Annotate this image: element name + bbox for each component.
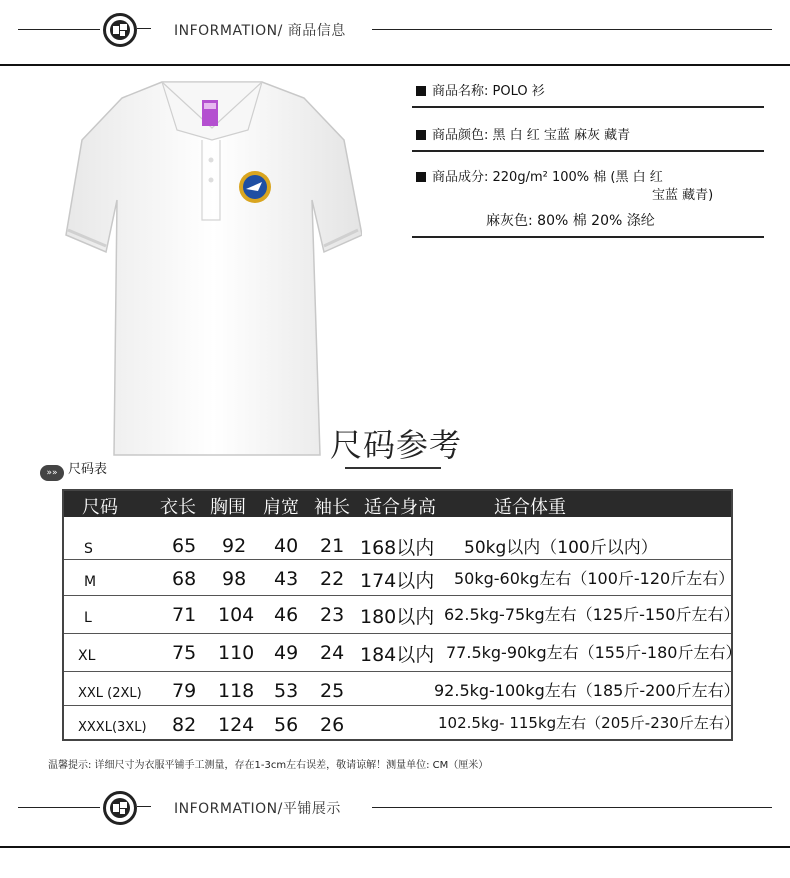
cell-shoulder: 40 [274, 535, 299, 557]
info-name: 商品名称: POLO 衫 [432, 84, 545, 99]
cell-chest: 98 [222, 568, 247, 590]
cell-shoulder: 49 [274, 642, 299, 664]
cell-sleeve: 25 [320, 680, 345, 702]
bullet-square-icon [416, 86, 426, 96]
info-colors-row [416, 124, 764, 143]
information-icon [103, 791, 137, 825]
cell-weight: 50kg以内（100斤以内） [464, 538, 658, 558]
header-weight: 适合体重 [494, 497, 566, 518]
table-row [64, 595, 740, 633]
cell-chest: 110 [218, 642, 255, 664]
table-row [64, 671, 740, 709]
cell-shoulder: 56 [274, 714, 299, 736]
polo-shirt-image [62, 70, 362, 456]
cell-length: 75 [172, 642, 197, 664]
cell-sleeve: 24 [320, 642, 345, 664]
cell-weight: 92.5kg-100kg左右（185斤-200斤左右） [434, 681, 740, 700]
cell-size: L [84, 610, 92, 626]
cell-chest: 104 [218, 604, 255, 626]
cell-size: S [84, 541, 93, 557]
header-line-right [372, 807, 772, 808]
cell-sleeve: 21 [320, 535, 345, 557]
cell-shoulder: 43 [274, 568, 299, 590]
cell-chest: 124 [218, 714, 255, 736]
size-reference-title: 尺码参考 [330, 426, 463, 464]
cell-chest: 118 [218, 680, 255, 702]
cell-height: 184以内 [360, 644, 435, 666]
cell-length: 82 [172, 714, 197, 736]
header-line-left [18, 807, 100, 808]
size-table [62, 489, 742, 741]
bottom-divider [0, 846, 790, 848]
cell-weight: 77.5kg-90kg左右（155斤-180斤左右） [446, 643, 742, 662]
cell-sleeve: 26 [320, 714, 345, 736]
cell-weight: 62.5kg-75kg左右（125斤-150斤左右） [444, 605, 740, 624]
section-header-information [0, 10, 790, 50]
cell-height: 180以内 [360, 606, 435, 628]
info-composition-line3: 麻灰色: 80% 棉 20% 涤纶 [486, 213, 655, 229]
header-height: 适合身高 [364, 497, 436, 518]
cell-weight: 102.5kg- 115kg左右（205斤-230斤左右） [438, 714, 739, 732]
size-title-underline [345, 467, 441, 469]
header-line-right [372, 29, 772, 30]
section-title: INFORMATION/ 商品信息 [174, 23, 346, 39]
section-header-flatlay [0, 788, 790, 828]
cell-size: XXXL(3XL) [78, 720, 147, 735]
cell-shoulder: 53 [274, 680, 299, 702]
table-row [64, 705, 739, 743]
cell-sleeve: 22 [320, 568, 345, 590]
measurement-note: 温馨提示: 详细尺寸为衣服平铺手工测量，存在1-3cm左右误差，敬请谅解！测量单位: CM（厘米） [48, 760, 489, 771]
info-composition-row [416, 166, 764, 185]
cell-shoulder: 46 [274, 604, 299, 626]
cell-size: XL [78, 648, 96, 664]
bullet-square-icon [416, 130, 426, 140]
header-line-tail [137, 28, 151, 29]
table-row [64, 559, 735, 597]
cell-length: 65 [172, 535, 197, 557]
cell-length: 79 [172, 680, 197, 702]
info-composition-line2-row [416, 184, 764, 203]
info-composition-line2: 宝蓝 藏青) [652, 188, 714, 203]
size-chart-label [40, 458, 107, 481]
cell-height: 174以内 [360, 570, 435, 592]
table-row [64, 633, 742, 671]
header-line-left [18, 29, 100, 30]
double-arrow-icon: »» [40, 465, 64, 481]
cell-length: 68 [172, 568, 197, 590]
size-chart-label-text: 尺码表 [68, 462, 108, 477]
cell-chest: 92 [222, 535, 247, 557]
information-icon [103, 13, 137, 47]
info-composition-line3-row [416, 210, 764, 230]
header-sleeve: 袖长 [314, 497, 350, 518]
info-composition-line1: 商品成分: 220g/m² 100% 棉 (黑 白 红 [432, 170, 663, 185]
info-colors: 商品颜色: 黑 白 红 宝蓝 麻灰 藏青 [432, 128, 631, 143]
size-table-header [64, 491, 731, 517]
top-divider [0, 64, 790, 66]
info-separator [412, 106, 764, 108]
cell-height: 168以内 [360, 537, 435, 559]
header-chest: 胸围 [210, 497, 246, 518]
cell-sleeve: 23 [320, 604, 345, 626]
bullet-square-icon [416, 172, 426, 182]
cell-weight: 50kg-60kg左右（100斤-120斤左右） [454, 569, 735, 588]
header-size: 尺码 [82, 497, 118, 518]
cell-length: 71 [172, 604, 197, 626]
cell-size: M [84, 574, 97, 590]
info-separator [412, 150, 764, 152]
header-shoulder: 肩宽 [263, 497, 299, 518]
header-length: 衣长 [160, 497, 196, 518]
header-line-tail [137, 806, 151, 807]
section-title: INFORMATION/平铺展示 [174, 801, 341, 817]
cell-size: XXL (2XL) [78, 686, 142, 701]
info-name-row [416, 80, 764, 99]
info-separator [412, 236, 764, 238]
